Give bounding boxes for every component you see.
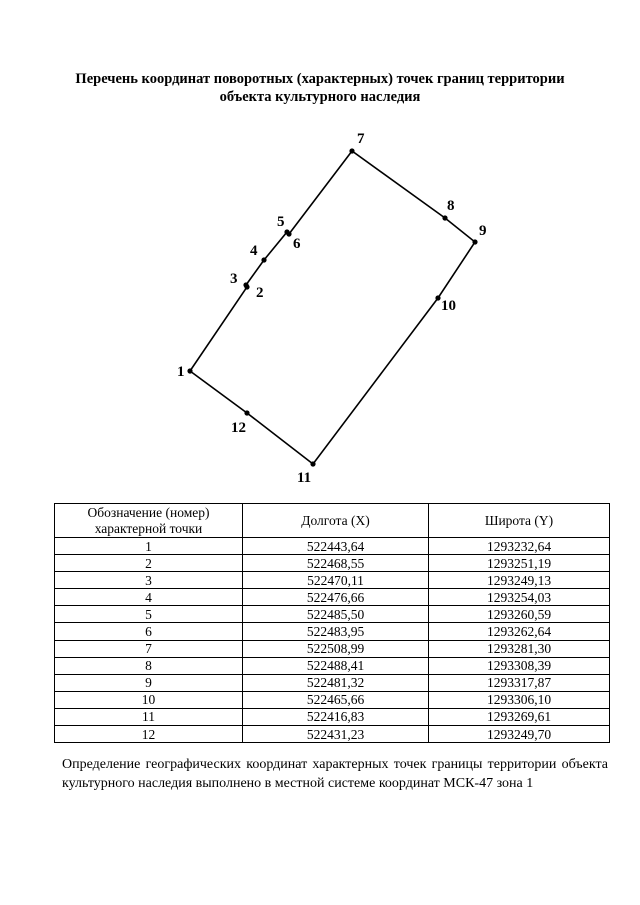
longitude-cell: 522431,23	[243, 726, 429, 743]
boundary-point-10	[435, 295, 440, 300]
table-row	[55, 674, 610, 691]
longitude-cell: 522470,11	[243, 572, 429, 589]
table-row	[55, 708, 610, 725]
point-label-8: 8	[447, 198, 455, 214]
point-label-4: 4	[250, 243, 258, 259]
table-row	[55, 691, 610, 708]
table-row	[55, 555, 610, 572]
point-label-12: 12	[231, 420, 246, 436]
column-header-point: Обозначение (номер) характерной точки	[55, 504, 243, 538]
latitude-cell: 1293308,39	[429, 657, 610, 674]
point-number-cell: 2	[55, 555, 243, 572]
point-label-9: 9	[479, 223, 487, 239]
point-number-cell: 10	[55, 691, 243, 708]
point-number-cell: 8	[55, 657, 243, 674]
point-number-cell: 3	[55, 572, 243, 589]
column-header-latitude: Широта (Y)	[429, 504, 610, 538]
latitude-cell: 1293306,10	[429, 691, 610, 708]
latitude-cell: 1293249,70	[429, 726, 610, 743]
latitude-cell: 1293269,61	[429, 708, 610, 725]
table-row	[55, 623, 610, 640]
boundary-point-3	[243, 282, 248, 287]
boundary-line	[190, 151, 475, 464]
longitude-cell: 522508,99	[243, 640, 429, 657]
latitude-cell: 1293254,03	[429, 589, 610, 606]
column-header-longitude: Долгота (X)	[243, 504, 429, 538]
point-number-cell: 5	[55, 606, 243, 623]
longitude-cell: 522443,64	[243, 538, 429, 555]
table-row	[55, 572, 610, 589]
boundary-point-7	[349, 148, 354, 153]
boundary-point-6	[286, 231, 291, 236]
longitude-cell: 522481,32	[243, 674, 429, 691]
latitude-cell: 1293317,87	[429, 674, 610, 691]
table-row	[55, 726, 610, 743]
latitude-cell: 1293262,64	[429, 623, 610, 640]
point-number-cell: 7	[55, 640, 243, 657]
point-label-7: 7	[357, 131, 365, 147]
boundary-point-12	[244, 410, 249, 415]
latitude-cell: 1293281,30	[429, 640, 610, 657]
latitude-cell: 1293251,19	[429, 555, 610, 572]
point-number-cell: 11	[55, 708, 243, 725]
latitude-cell: 1293249,13	[429, 572, 610, 589]
longitude-cell: 522468,55	[243, 555, 429, 572]
coordinate-system-note: Определение географических координат характерных точек границы территории объекта культурного наследия выполнено в местной системе координат МСК-47 зона 1	[62, 757, 608, 791]
point-number-cell: 9	[55, 674, 243, 691]
boundary-point-11	[310, 461, 315, 466]
table-row	[55, 640, 610, 657]
coordinates-table	[54, 503, 610, 743]
title-line-1: Перечень координат поворотных (характерных) точек границ территории	[75, 71, 565, 87]
longitude-cell: 522485,50	[243, 606, 429, 623]
table-header-row	[55, 504, 610, 538]
point-label-11: 11	[297, 470, 312, 486]
point-label-6: 6	[293, 236, 301, 252]
table-row	[55, 589, 610, 606]
table-row	[55, 657, 610, 674]
latitude-cell: 1293260,59	[429, 606, 610, 623]
point-label-3: 3	[230, 271, 238, 287]
longitude-cell: 522465,66	[243, 691, 429, 708]
table-row	[55, 606, 610, 623]
longitude-cell: 522476,66	[243, 589, 429, 606]
point-label-10: 10	[441, 298, 456, 314]
boundary-point-4	[261, 257, 266, 262]
point-label-1: 1	[177, 364, 185, 380]
boundary-point-8	[442, 215, 447, 220]
point-number-cell: 1	[55, 538, 243, 555]
point-label-2: 2	[256, 285, 264, 301]
table-row	[55, 538, 610, 555]
longitude-cell: 522483,95	[243, 623, 429, 640]
point-number-cell: 4	[55, 589, 243, 606]
longitude-cell: 522416,83	[243, 708, 429, 725]
longitude-cell: 522488,41	[243, 657, 429, 674]
latitude-cell: 1293232,64	[429, 538, 610, 555]
boundary-point-1	[187, 368, 192, 373]
point-number-cell: 12	[55, 726, 243, 743]
point-label-5: 5	[277, 214, 285, 230]
title-line-2: объекта культурного наследия	[219, 89, 421, 105]
boundary-point-9	[472, 239, 477, 244]
point-number-cell: 6	[55, 623, 243, 640]
